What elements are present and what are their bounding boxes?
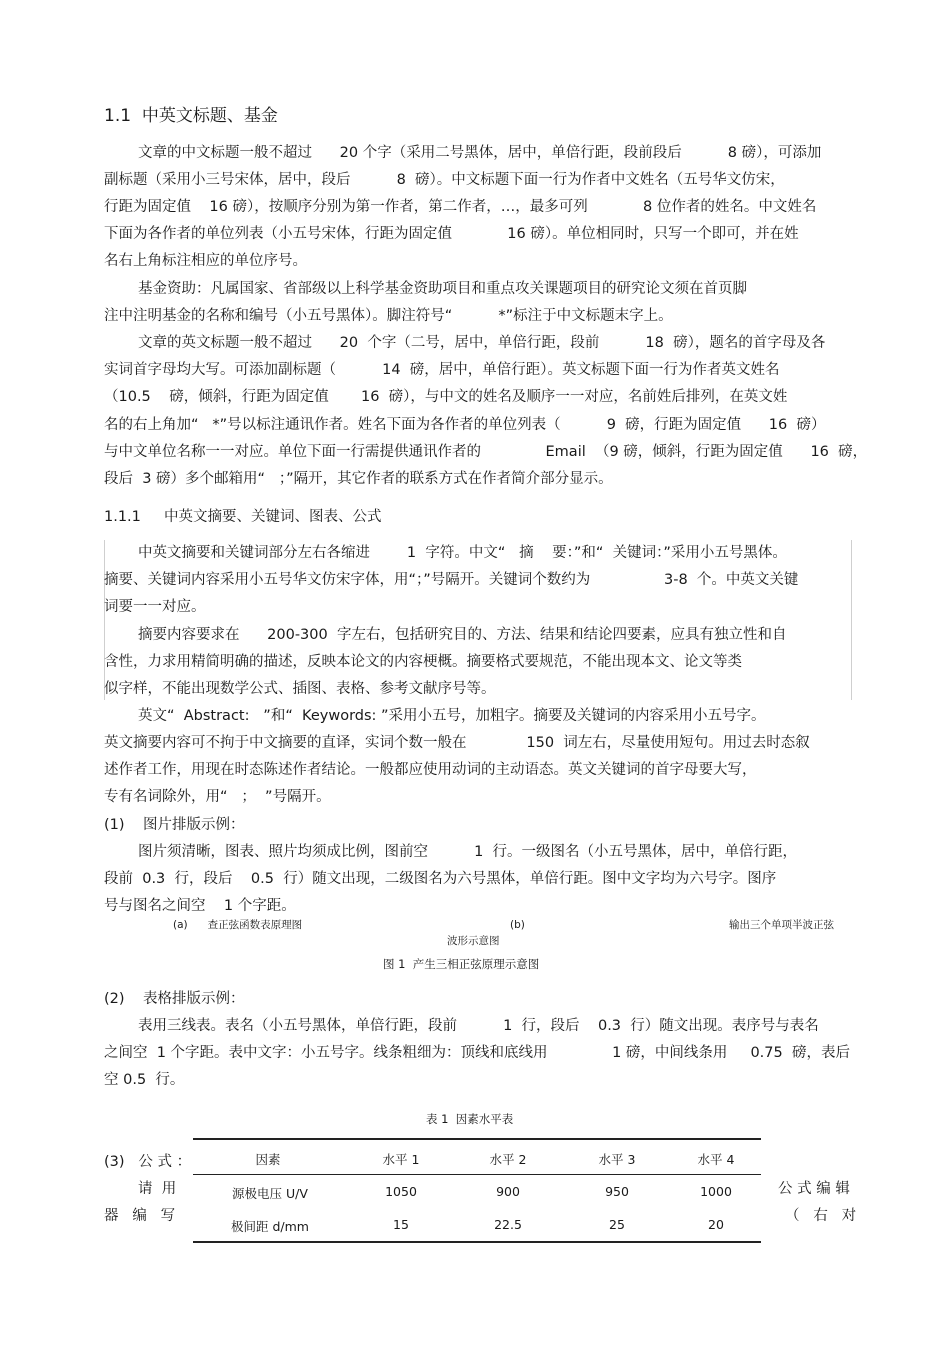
table-header-cell: 水平 3 [598,1152,636,1167]
text-line: (3) 公 式 ： [104,1154,192,1170]
table-caption: 表 1 因素水平表 [426,1112,514,1126]
table-header-cell: 因素 [255,1152,281,1167]
text-line: 行距为固定值 16 磅），按顺序分别为第一作者，第二作者，…，最多可列 8 位作者的姓名。中文姓名 [104,199,817,215]
section-heading-1-1-1: 1.1.1 中英文摘要、关键词、图表、公式 [104,509,382,525]
text-line: （ 右 对 [785,1208,857,1224]
text-line: 与中文单位名称一一对应。单位下面一行需提供通讯作者的 Email （9 磅，倾斜，行距为固定值 16 磅， [104,444,868,460]
table-cell: 950 [605,1184,629,1199]
figure-subcaption-b-label: (b) [510,919,525,931]
table-header-cell: 水平 2 [489,1152,527,1167]
table-header-cell: 水平 4 [697,1152,735,1167]
table-cell: 15 [393,1217,409,1232]
table-header-cell: 水平 1 [382,1152,420,1167]
table-cell: 22.5 [494,1217,522,1232]
text-line: 副标题（采用小三号宋体，居中，段后 8 磅）。中文标题下面一行为作者中文姓名（五号华文仿宋， [104,172,785,188]
text-line: 号与图名之间空 1 个字距。 [104,898,296,914]
table-mid-rule [193,1174,761,1175]
text-line: 基金资助：凡属国家、省部级以上科学基金资助项目和重点攻关课题项目的研究论文须在首页脚 [138,281,747,297]
text-line: 实词首字母均大写。可添加副标题（ 14 磅，居中，单倍行距）。英文标题下面一行为作者英文姓名 [104,362,780,378]
text-line: 图片须清晰，图表、照片均须成比例，图前空 1 行。一级图名（小五号黑体，居中，单倍行距， [138,844,798,860]
text-line: 似字样，不能出现数学公式、插图、表格、参考文献序号等。 [104,681,496,697]
text-line: （10.5 磅，倾斜，行距为固定值 16 磅），与中文的姓名及顺序一一对应，名前姓后排列，在英文姓 [104,389,788,405]
text-line: 下面为各作者的单位列表（小五号宋体，行距为固定值 16 磅）。单位相同时，只写一个即可，并在姓 [104,226,799,242]
text-line: 文章的英文标题一般不超过 20 个字（二号，居中，单倍行距，段前 18 磅），题名的首字母及各 [138,335,826,351]
indent-marker-right [851,540,852,700]
section-heading-1-1: 1.1 中英文标题、基金 [104,106,278,126]
figure-subcaption-a: (a) 查正弦函数表原理图 [173,919,303,931]
text-line: 器 编 写 [104,1208,176,1224]
text-line: 名的右上角加“ *”号以标注通讯作者。姓名下面为各作者的单位列表（ 9 磅，行距为固定值 16 磅） [104,417,826,433]
table-top-rule [193,1138,761,1140]
table-cell: 900 [496,1184,520,1199]
text-line: 表用三线表。表名（小五号黑体，单倍行距，段前 1 行，段后 0.3 行）随文出现。表序号与表名 [138,1018,819,1034]
table-cell: 20 [708,1217,724,1232]
text-line: 中英文摘要和关键词部分左右各缩进 1 字符。中文“ 摘 要：”和“ 关键词：”采用小五号黑体。 [138,545,787,561]
table-cell: 极间距 d/mm [231,1219,309,1234]
text-line: 名右上角标注相应的单位序号。 [104,253,307,269]
item-1-label: (1) 图片排版示例： [104,817,245,833]
text-line: 之间空 1 个字距。表中文字：小五号字。线条粗细为：顶线和底线用 1 磅，中间线条用 0.75 磅，表后 [104,1045,850,1061]
text-line: 公 式 编 辑 [778,1181,850,1197]
table-cell: 1050 [385,1184,417,1199]
indent-marker-left [104,540,105,700]
text-line: 段后 3 磅）多个邮箱用“ ；”隔开，其它作者的联系方式在作者简介部分显示。 [104,471,613,487]
item-2-label: (2) 表格排版示例： [104,991,245,1007]
table-bottom-rule [193,1241,761,1243]
text-line: 述作者工作，用现在时态陈述作者结论。一般都应使用动词的主动语态。英文关键词的首字母要大写， [104,762,757,778]
text-line: 摘要内容要求在 200-300 字左右，包括研究目的、方法、结果和结论四要素，应具有独立性和自 [138,627,787,643]
text-line: 请 用 [138,1181,177,1197]
text-line: 摘要、关键词内容采用小五号华文仿宋字体，用“；”号隔开。关键词个数约为 3-8 个。中英文关键 [104,572,799,588]
table-cell: 1000 [700,1184,732,1199]
figure-caption: 图 1 产生三相正弦原理示意图 [383,957,540,971]
figure-subcaption-b-continued: 波形示意图 [447,935,500,947]
text-line: 注中注明基金的名称和编号（小五号黑体）。脚注符号“ *”标注于中文标题末字上。 [104,308,673,324]
table-cell: 源极电压 U/V [232,1186,308,1201]
figure-subcaption-b: 输出三个单项半波正弦 [729,919,834,931]
text-line: 段前 0.3 行，段后 0.5 行）随文出现，二级图名为六号黑体，单倍行距。图中文字均为六号字。图序 [104,871,777,887]
text-line: 空 0.5 行。 [104,1072,185,1088]
table-cell: 25 [609,1217,625,1232]
text-line: 英文摘要内容可不拘于中文摘要的直译，实词个数一般在 150 词左右，尽量使用短句。用过去时态叙 [104,735,810,751]
text-line: 词要一一对应。 [104,599,206,615]
text-line: 专有名词除外，用“ ； ”号隔开。 [104,789,331,805]
text-line: 文章的中文标题一般不超过 20 个字（采用二号黑体，居中，单倍行距，段前段后 8 磅），可添加 [138,145,822,161]
text-line: 英文“ Abstract: ”和“ Keywords: ”采用小五号，加粗字。摘要及关键词的内容采用小五号字。 [138,708,766,724]
text-line: 含性，力求用精简明确的描述，反映本论文的内容梗概。摘要格式要规范，不能出现本文、论文等类 [104,654,742,670]
